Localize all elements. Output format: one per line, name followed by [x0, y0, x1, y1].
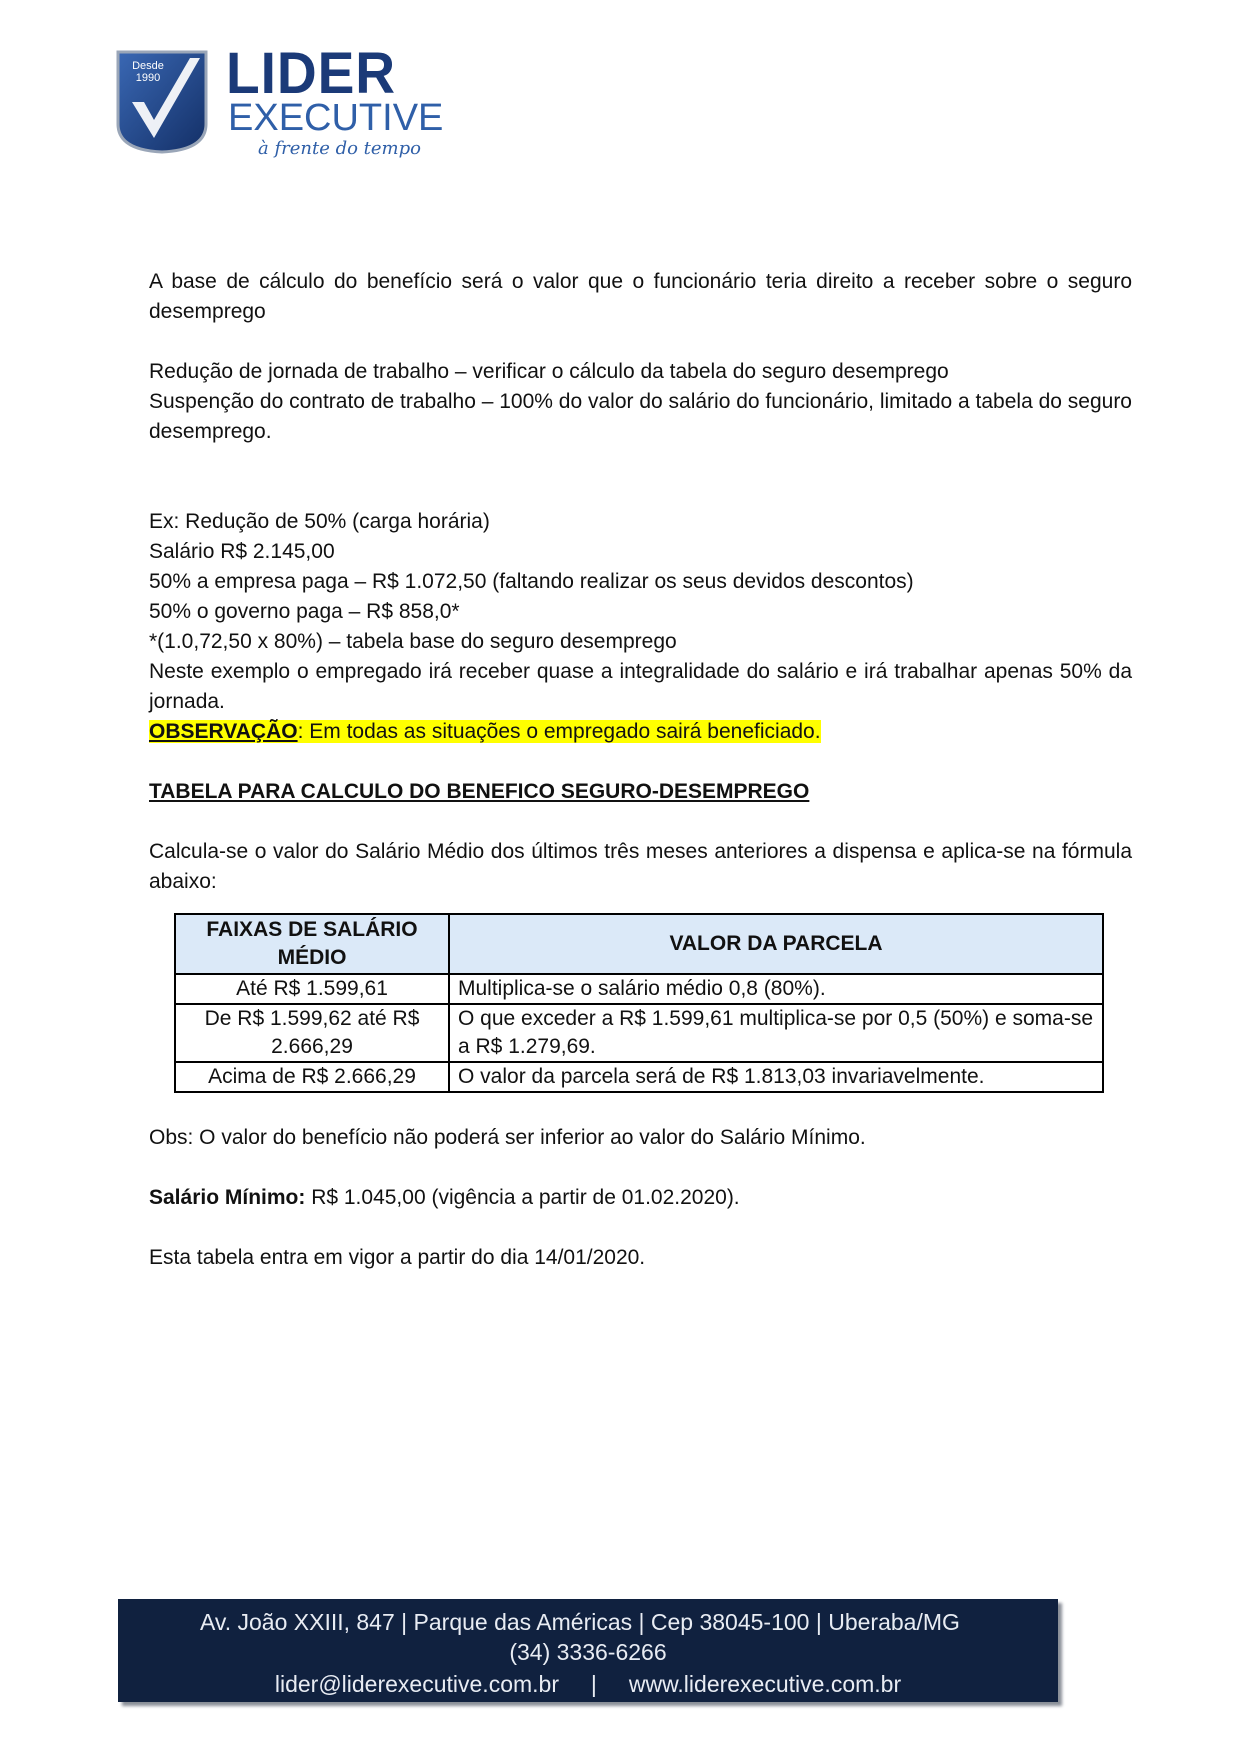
suspension-line: Suspenção do contrato de trabalho – 100% do valor do salário do funcionário, limitado a tabela do seguro desemprego. — [149, 390, 1132, 443]
observation-text: : Em todas as situações o empregado sairá beneficiado. — [297, 720, 821, 743]
logo-brand-bottom: EXECUTIVE — [228, 97, 444, 139]
footer-address: Av. João XXIII, 847 | Parque das Américas | Cep 38045-100 | Uberaba/MG — [200, 1609, 960, 1635]
table-row — [175, 1004, 1103, 1062]
logo-tagline: à frente do tempo — [258, 138, 421, 159]
observation-label: OBSERVAÇÃO — [149, 720, 298, 743]
min-wage-text: R$ 1.045,00 (vigência a partir de 01.02.2020). — [305, 1186, 740, 1209]
logo-brand-top: LIDER — [226, 41, 397, 106]
company-logo — [108, 41, 444, 162]
table-cell: De R$ 1.599,62 até R$ 2.666,29 — [175, 1004, 449, 1062]
benefit-table — [174, 913, 1104, 1093]
table-header: FAIXAS DE SALÁRIO MÉDIO — [175, 914, 449, 974]
intro-paragraph: A base de cálculo do benefício será o valor que o funcionário teria direito a receber sobre o seguro desemprego — [149, 270, 1132, 323]
footer-contact: lider@liderexecutive.com.br | www.liderexecutive.com.br — [274, 1671, 902, 1697]
table-row — [175, 974, 1103, 1004]
footer-bar — [118, 1599, 1058, 1702]
table-cell: Até R$ 1.599,61 — [175, 974, 449, 1004]
min-wage-label: Salário Mínimo: — [149, 1186, 306, 1209]
example-line: Ex: Redução de 50% (carga horária) — [149, 510, 490, 533]
reduction-line: Redução de jornada de trabalho – verificar o cálculo da tabela do seguro desemprego — [149, 360, 949, 383]
observation — [149, 717, 1132, 747]
min-wage — [149, 1183, 1132, 1213]
logo-since: Desde 1990 — [132, 60, 164, 84]
example-conclusion: Neste exemplo o empregado irá receber quase a integralidade do salário e irá trabalhar apenas 50% da jornada. — [149, 660, 1132, 713]
table-row — [175, 1062, 1103, 1092]
section-title: TABELA PARA CALCULO DO BENEFICO SEGURO-DESEMPREGO — [149, 780, 810, 803]
effective-note: Esta tabela entra em vigor a partir do dia 14/01/2020. — [149, 1246, 646, 1269]
table-cell: Acima de R$ 2.666,29 — [175, 1062, 449, 1092]
example-line: *(1.0,72,50 x 80%) – tabela base do seguro desemprego — [149, 630, 677, 653]
obs-note: Obs: O valor do benefício não poderá ser inferior ao valor do Salário Mínimo. — [149, 1126, 866, 1149]
example-line: 50% a empresa paga – R$ 1.072,50 (faltando realizar os seus devidos descontos) — [149, 570, 914, 593]
example-line: 50% o governo paga – R$ 858,0* — [149, 600, 460, 623]
table-cell: O valor da parcela será de R$ 1.813,03 invariavelmente. — [449, 1062, 1103, 1092]
document-body — [149, 267, 1132, 1273]
table-cell: O que exceder a R$ 1.599,61 multiplica-se por 0,5 (50%) e soma-se a R$ 1.279,69. — [449, 1004, 1103, 1062]
table-cell: Multiplica-se o salário médio 0,8 (80%). — [449, 974, 1103, 1004]
example-line: Salário R$ 2.145,00 — [149, 540, 335, 563]
table-header-row — [175, 914, 1103, 974]
footer-phone: (34) 3336-6266 — [509, 1639, 667, 1665]
table-header: VALOR DA PARCELA — [449, 914, 1103, 974]
formula-intro: Calcula-se o valor do Salário Médio dos últimos três meses anteriores a dispensa e aplica-se na fórmula abaixo: — [149, 840, 1132, 893]
